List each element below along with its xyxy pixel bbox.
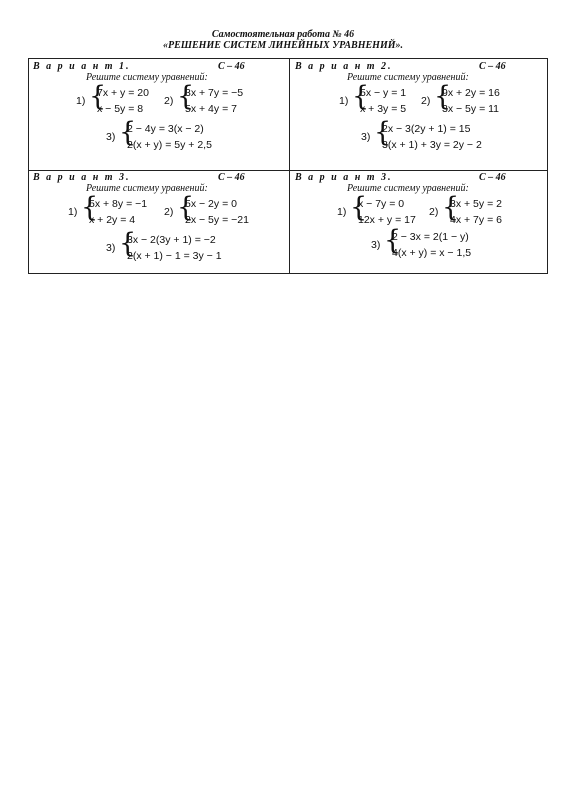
brace-icon: {: [374, 117, 392, 148]
equation: 9x + 2y = 16: [442, 87, 500, 99]
system-number: 3): [361, 131, 371, 143]
equation: 4x + 7y = 6: [450, 214, 502, 226]
equation: x − 7y = 0: [358, 198, 405, 210]
system-number: 2): [429, 206, 439, 218]
equation: 5x + 4y = 7: [185, 103, 237, 115]
brace-icon: {: [442, 192, 460, 223]
variant-code: С – 46: [218, 61, 245, 72]
variant-label: В а р и а н т 2.: [295, 61, 393, 72]
variant-label: В а р и а н т 3.: [33, 172, 131, 183]
system-number: 2): [421, 95, 431, 107]
equation: 3(x + 1) + 3y = 2y − 2: [382, 139, 482, 151]
equation: 2 − 4y = 3(x − 2): [127, 123, 204, 135]
worksheet-subtitle: «РЕШЕНИЕ СИСТЕМ ЛИНЕЙНЫХ УРАВНЕНИЙ».: [162, 40, 404, 51]
brace-icon: {: [434, 81, 452, 112]
system-number: 2): [164, 95, 174, 107]
brace-icon: {: [81, 192, 99, 223]
variant-code: С – 46: [218, 172, 245, 183]
variant-card: [289, 58, 548, 170]
equation: x + 2y = 4: [89, 214, 136, 226]
system-number: 3): [106, 242, 116, 254]
equation: 12x + y = 17: [358, 214, 416, 226]
equation: x − 5y = 8: [97, 103, 144, 115]
equation: 7x + y = 20: [97, 87, 149, 99]
instruction-text: Решите систему уравнений:: [347, 183, 469, 194]
worksheet-title: Самостоятельная работа № 46: [211, 29, 355, 40]
variant-code: С – 46: [479, 172, 506, 183]
variant-code: С – 46: [479, 61, 506, 72]
equation: 5x − y = 1: [360, 87, 407, 99]
system-number: 3): [106, 131, 116, 143]
instruction-text: Решите систему уравнений:: [347, 72, 469, 83]
brace-icon: {: [384, 225, 402, 256]
system-number: 1): [337, 206, 347, 218]
equation: 4(x + y) = x − 1,5: [392, 247, 472, 259]
brace-icon: {: [352, 81, 370, 112]
brace-icon: {: [177, 81, 195, 112]
variant-label: В а р и а н т 1.: [33, 61, 131, 72]
equation: 5x + 8y = −1: [89, 198, 148, 210]
equation: 3x + 5y = 2: [450, 198, 502, 210]
system-number: 1): [68, 206, 78, 218]
equation: 2 − 3x = 2(1 − y): [392, 231, 469, 243]
variant-card: [28, 170, 289, 274]
equation: 2(x + 1) − 1 = 3y − 1: [127, 250, 222, 262]
brace-icon: {: [119, 117, 137, 148]
system-number: 1): [339, 95, 349, 107]
equation: 2x − 3(2y + 1) = 15: [382, 123, 471, 135]
equation: 2x − 5y = −21: [185, 214, 249, 226]
equation: 5x − 2y = 0: [185, 198, 237, 210]
system-number: 1): [76, 95, 86, 107]
variant-card: [289, 170, 548, 274]
equation: 2(x + y) = 5y + 2,5: [127, 139, 212, 151]
brace-icon: {: [119, 228, 137, 259]
equation: 3x − 2(3y + 1) = −2: [127, 234, 216, 246]
brace-icon: {: [89, 81, 107, 112]
variant-label: В а р и а н т 3.: [295, 172, 393, 183]
instruction-text: Решите систему уравнений:: [86, 72, 208, 83]
system-number: 2): [164, 206, 174, 218]
equation: x + 3y = 5: [360, 103, 407, 115]
brace-icon: {: [350, 192, 368, 223]
variant-card: [28, 58, 289, 170]
brace-icon: {: [177, 192, 195, 223]
equation: 3x + 7y = −5: [185, 87, 244, 99]
instruction-text: Решите систему уравнений:: [86, 183, 208, 194]
equation: 3x − 5y = 11: [442, 103, 500, 115]
system-number: 3): [371, 239, 381, 251]
